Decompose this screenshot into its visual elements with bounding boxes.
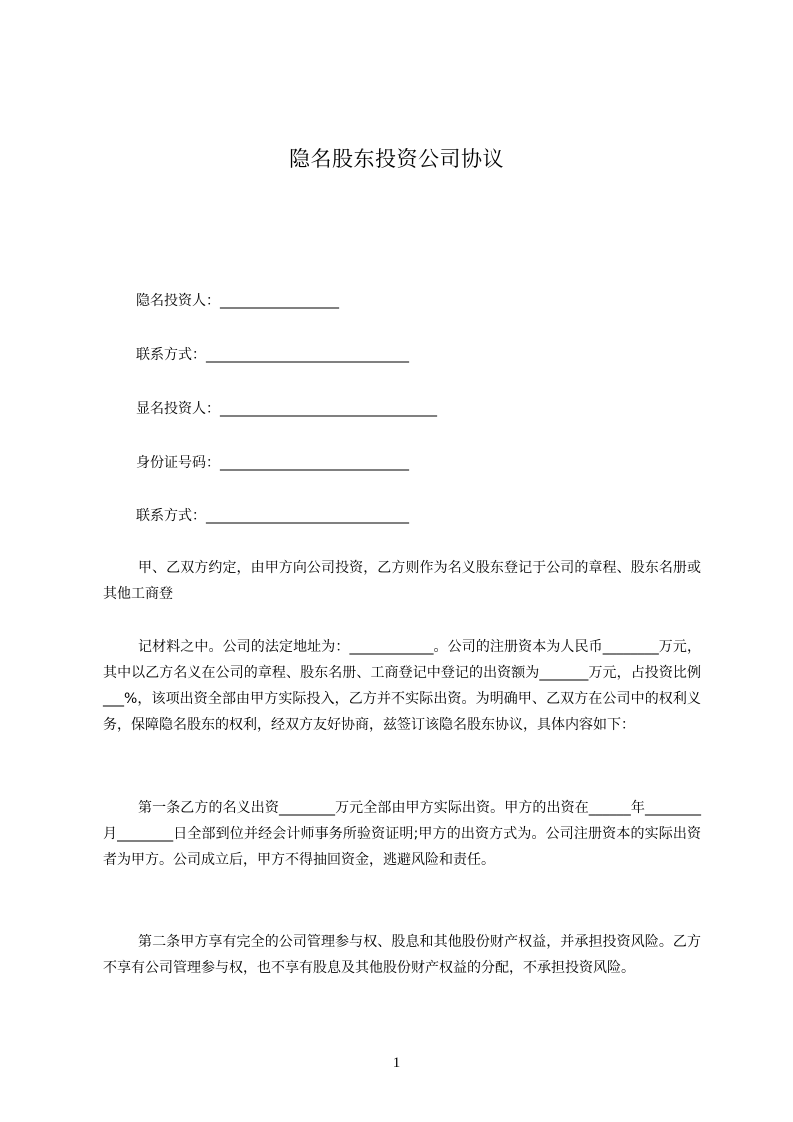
contact-field-2: 联系方式：_____________________________ [136,508,409,524]
page-title: 隐名股东投资公司协议 [289,147,504,171]
article-1-paragraph: 第一条乙方的名义出资________万元全部由甲方实际出资。甲方的出资在______年________月________日全部到位并经会计师事务所验资证明;甲方的出资方式为。公司注册资本的实际出资者为甲方。公司成立后，甲方不得抽回资金，逃避风险和责任。 [103,800,701,868]
contact-field-1: 联系方式：_____________________________ [136,347,409,363]
page-number: 1 [392,1055,401,1071]
hidden-investor-field: 隐名投资人：_________________ [136,293,339,309]
details-paragraph: 记材料之中。公司的法定地址为：____________。公司的注册资本为人民币________万元，其中以乙方名义在公司的章程、股东名册、工商登记中登记的出资额为_______万元，占投资比例___%，该项出资全部由甲方实际投入，乙方并不实际出资。为明确甲、乙双方在公司中的权利义务，保障隐名股东的权利，经双方友好协商，兹签订该隐名股东协议，具体内容如下： [103,639,701,733]
intro-paragraph: 甲、乙双方约定，由甲方向公司投资，乙方则作为名义股东登记于公司的章程、股东名册或其他工商登 [103,560,701,602]
id-number-field: 身份证号码：___________________________ [136,455,409,471]
article-2-paragraph: 第二条甲方享有完全的公司管理参与权、股息和其他股份财产权益，并承担投资风险。乙方不享有公司管理参与权，也不享有股息及其他股份财产权益的分配，不承担投资风险。 [103,934,701,976]
nominal-investor-field: 显名投资人：_______________________________ [136,401,437,417]
